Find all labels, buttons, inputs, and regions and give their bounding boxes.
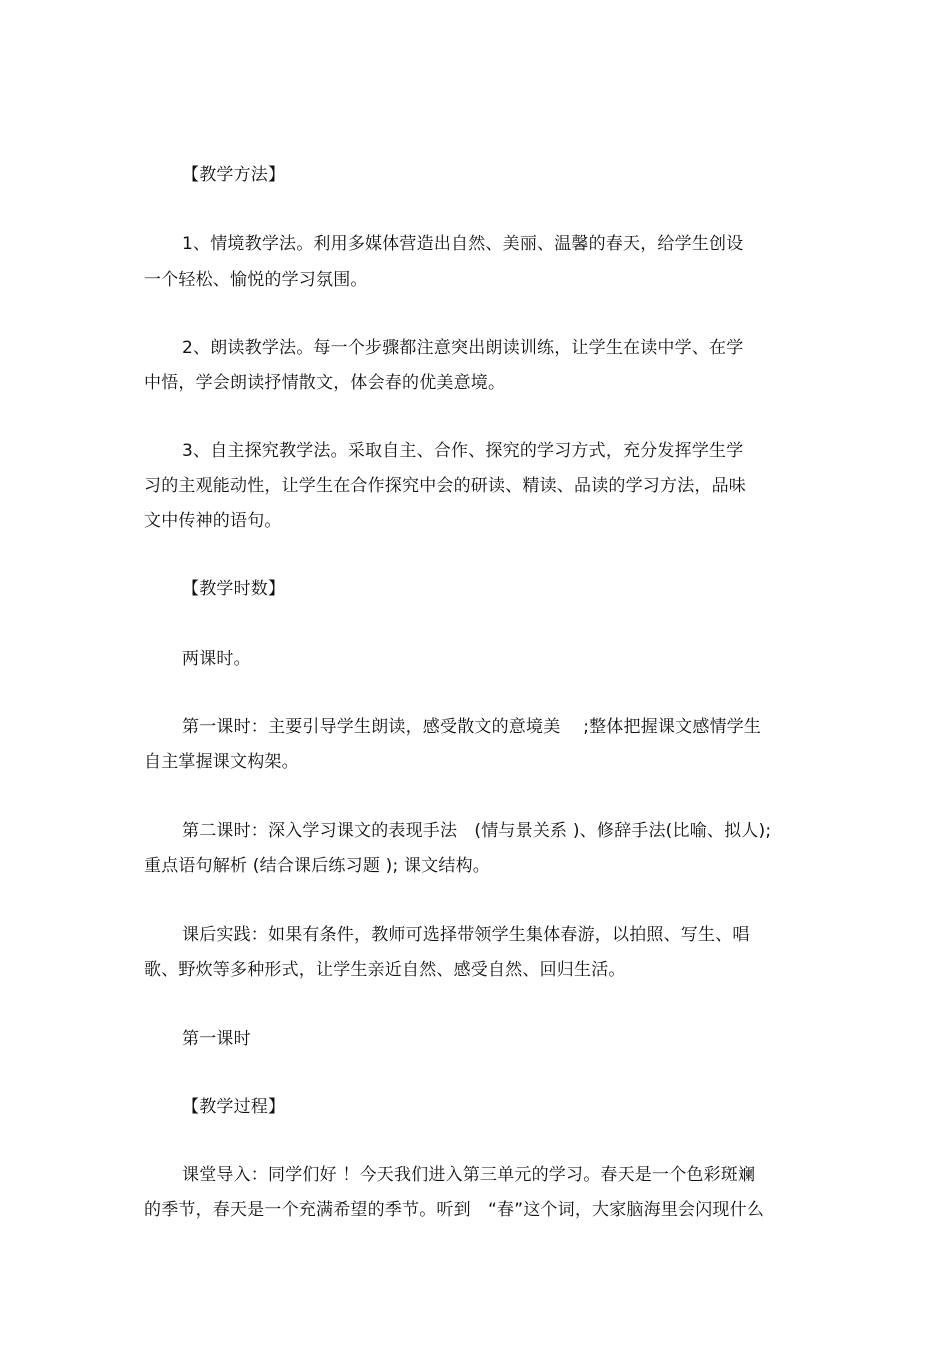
method1-line2: 一个轻松、愉悦的学习氛围。 [144, 270, 368, 290]
lesson1-title: 第一课时 [182, 1029, 251, 1049]
practice-line2: 歌、野炊等多种形式，让学生亲近自然、感受自然、回归生活。 [144, 960, 626, 980]
lesson2-line2: 重点语句解析 (结合课后练习题 ); 课文结构。 [144, 856, 491, 876]
method2-line1: 2、朗读教学法。每一个步骤都注意突出朗读训练，让学生在读中学、在学 [182, 338, 744, 358]
intro-line1: 课堂导入：同学们好 ！今天我们进入第三单元的学习。春天是一个色彩斑斓 [182, 1165, 756, 1185]
lesson2-line1: 第二课时：深入学习课文的表现手法 (情与景关系 )、修辞手法(比喻、拟人); [182, 821, 772, 841]
intro-line2: 的季节，春天是一个充满希望的季节。听到 “春”这个词，大家脑海里会闪现什么 [144, 1200, 765, 1220]
method2-line2: 中悟，学会朗读抒情散文，体会春的优美意境。 [144, 373, 506, 393]
method3-line3: 文中传神的语句。 [144, 511, 282, 531]
method1-line1: 1、情境教学法。利用多媒体营造出自然、美丽、温馨的春天，给学生创设 [182, 234, 744, 254]
heading-teaching-hours: 【教学时数】 [182, 579, 286, 599]
lesson1-line2: 自主掌握课文构架。 [144, 752, 299, 772]
heading-teaching-process: 【教学过程】 [182, 1097, 286, 1117]
hours-text: 两课时。 [182, 649, 251, 669]
method3-line1: 3、自主探究教学法。采取自主、合作、探究的学习方式，充分发挥学生学 [182, 441, 744, 461]
heading-teaching-method: 【教学方法】 [182, 165, 286, 185]
lesson1-line1: 第一课时：主要引导学生朗读，感受散文的意境美 ;整体把握课文感情学生 [182, 717, 762, 737]
practice-line1: 课后实践：如果有条件，教师可选择带领学生集体春游，以拍照、写生、唱 [182, 925, 750, 945]
method3-line2: 习的主观能动性，让学生在合作探究中会的研读、精读、品读的学习方法，品味 [144, 476, 746, 496]
